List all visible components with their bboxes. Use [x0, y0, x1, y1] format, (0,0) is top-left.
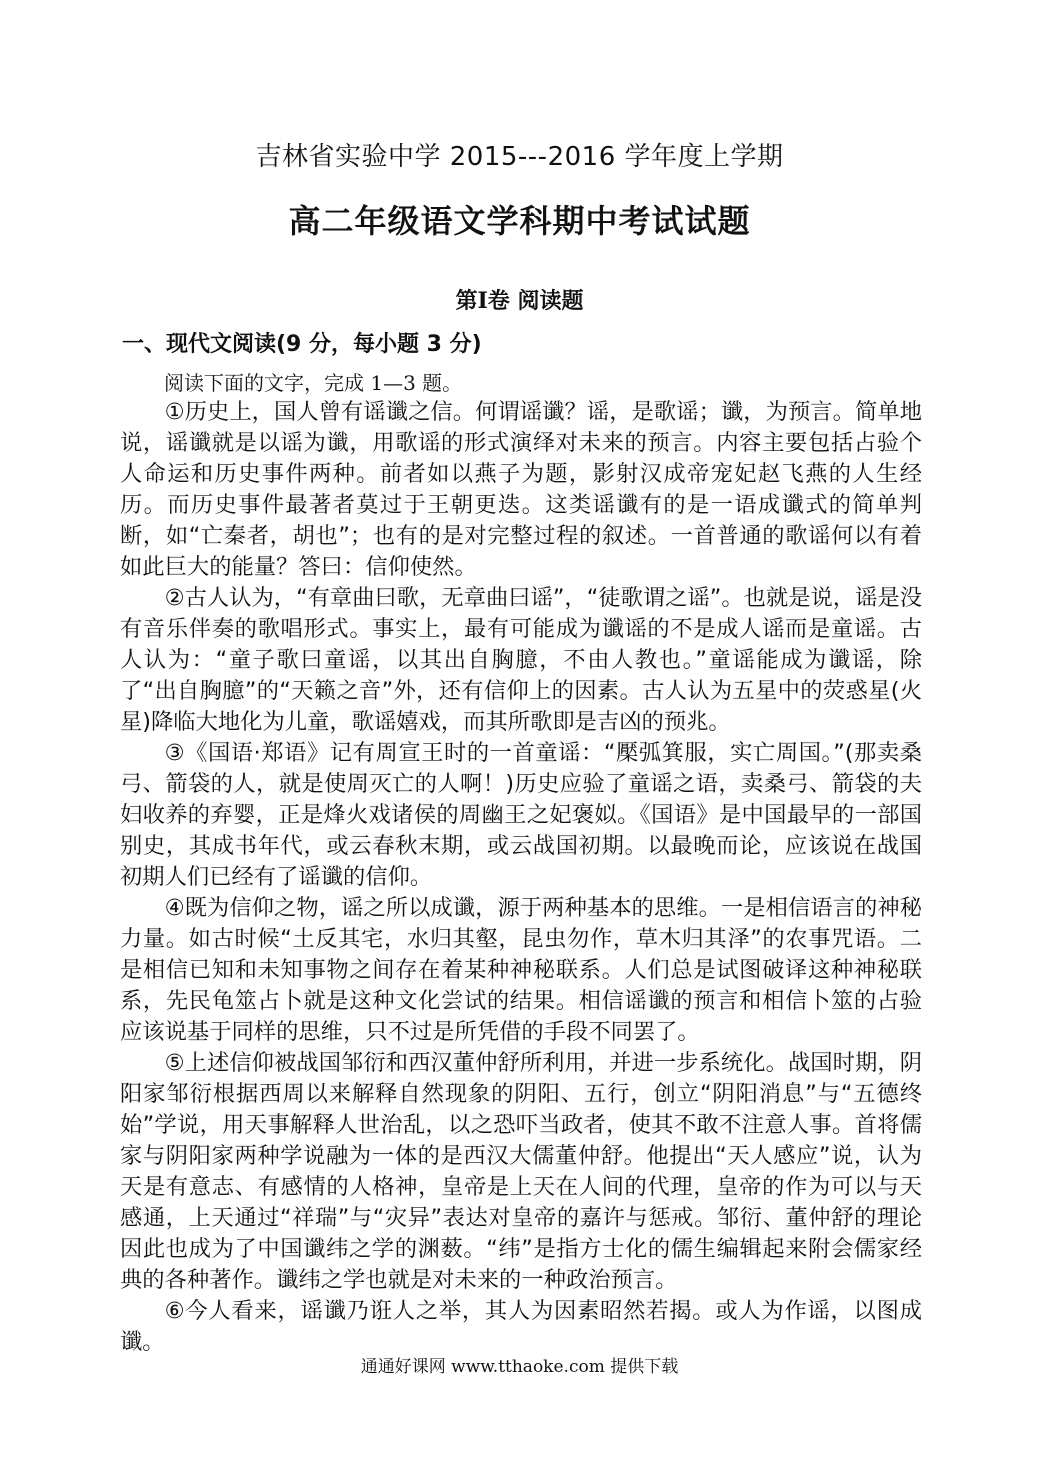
paragraph-2: ②古人认为，“有章曲曰歌，无章曲曰谣”，“徒歌谓之谣”。也就是说，谣是没有音乐伴奏的歌唱形式。事实上，最有可能成为谶谣的不是成人谣而是童谣。古人认为：“童子歌曰童谣，以其出自胸臆，不由人教也。”童谣能成为谶谣，除了“出自胸臆”的“天籁之音”外，还有信仰上的因素。古人认为五星中的荧惑星(火星)降临大地化为儿童，歌谣嬉戏，而其所歌即是吉凶的预兆。 [120, 585, 922, 735]
paragraph-4: ④既为信仰之物，谣之所以成谶，源于两种基本的思维。一是相信语言的神秘力量。如古时候“土反其宅，水归其壑，昆虫勿作，草木归其泽”的农事咒语。二是相信已知和未知事物之间存在着某种神秘联系。人们总是试图破译这种神秘联系，先民龟筮占卜就是这种文化尝试的结果。相信谣谶的预言和相信卜筮的占验应该说基于同样的思维，只不过是所凭借的手段不同罢了。 [120, 895, 922, 1045]
exam-title: 高二年级语文学科期中考试试题 [288, 202, 751, 240]
paragraph-6: ⑥今人看来，谣谶乃诳人之举，其人为因素昭然若揭。或人为作谣，以图成谶。 [120, 1298, 922, 1355]
reading-instruction: 阅读下面的文字，完成 1—3 题。 [164, 371, 463, 395]
volume-title: 第Ⅰ卷 阅读题 [455, 288, 584, 314]
reading-passage [120, 397, 922, 1358]
school-semester-title: 吉林省实验中学 2015---2016 学年度上学期 [255, 142, 784, 172]
page-footer: 通通好课网 www.tthaoke.com 提供下载 [360, 1357, 679, 1377]
paragraph-1: ①历史上，国人曾有谣谶之信。何谓谣谶？谣，是歌谣；谶，为预言。简单地说，谣谶就是以谣为谶，用歌谣的形式演绎对未来的预言。内容主要包括占验个人命运和历史事件两种。前者如以燕子为题，影射汉成帝宠妃赵飞燕的人生经历。而历史事件最著者莫过于王朝更迭。这类谣谶有的是一语成谶式的简单判断，如“亡秦者，胡也”；也有的是对完整过程的叙述。一首普通的歌谣何以有着如此巨大的能量？答曰：信仰使然。 [120, 399, 922, 580]
section-title: 一、现代文阅读(9 分，每小题 3 分) [122, 332, 482, 357]
paragraph-3: ③《国语·郑语》记有周宣王时的一首童谣：“檿弧箕服，实亡周国。”(那卖桑弓、箭袋的人，就是使周灭亡的人啊！)历史应验了童谣之语，卖桑弓、箭袋的夫妇收养的弃婴，正是烽火戏诸侯的周幽王之妃褒姒。《国语》是中国最早的一部国别史，其成书年代，或云春秋末期，或云战国初期。以最晚而论，应该说在战国初期人们已经有了谣谶的信仰。 [120, 740, 922, 890]
paragraph-5: ⑤上述信仰被战国邹衍和西汉董仲舒所利用，并进一步系统化。战国时期，阴阳家邹衍根据西周以来解释自然现象的阴阳、五行，创立“阴阳消息”与“五德终始”学说，用天事解释人世治乱，以之恐吓当政者，使其不敢不注意人事。首将儒家与阴阳家两种学说融为一体的是西汉大儒董仲舒。他提出“天人感应”说，认为天是有意志、有感情的人格神，皇帝是上天在人间的代理，皇帝的作为可以与天感通，上天通过“祥瑞”与“灾异”表达对皇帝的嘉许与惩戒。邹衍、董仲舒的理论因此也成为了中国谶纬之学的渊薮。“纬”是指方士化的儒生编辑起来附会儒家经典的各种著作。谶纬之学也就是对未来的一种政治预言。 [120, 1050, 922, 1293]
